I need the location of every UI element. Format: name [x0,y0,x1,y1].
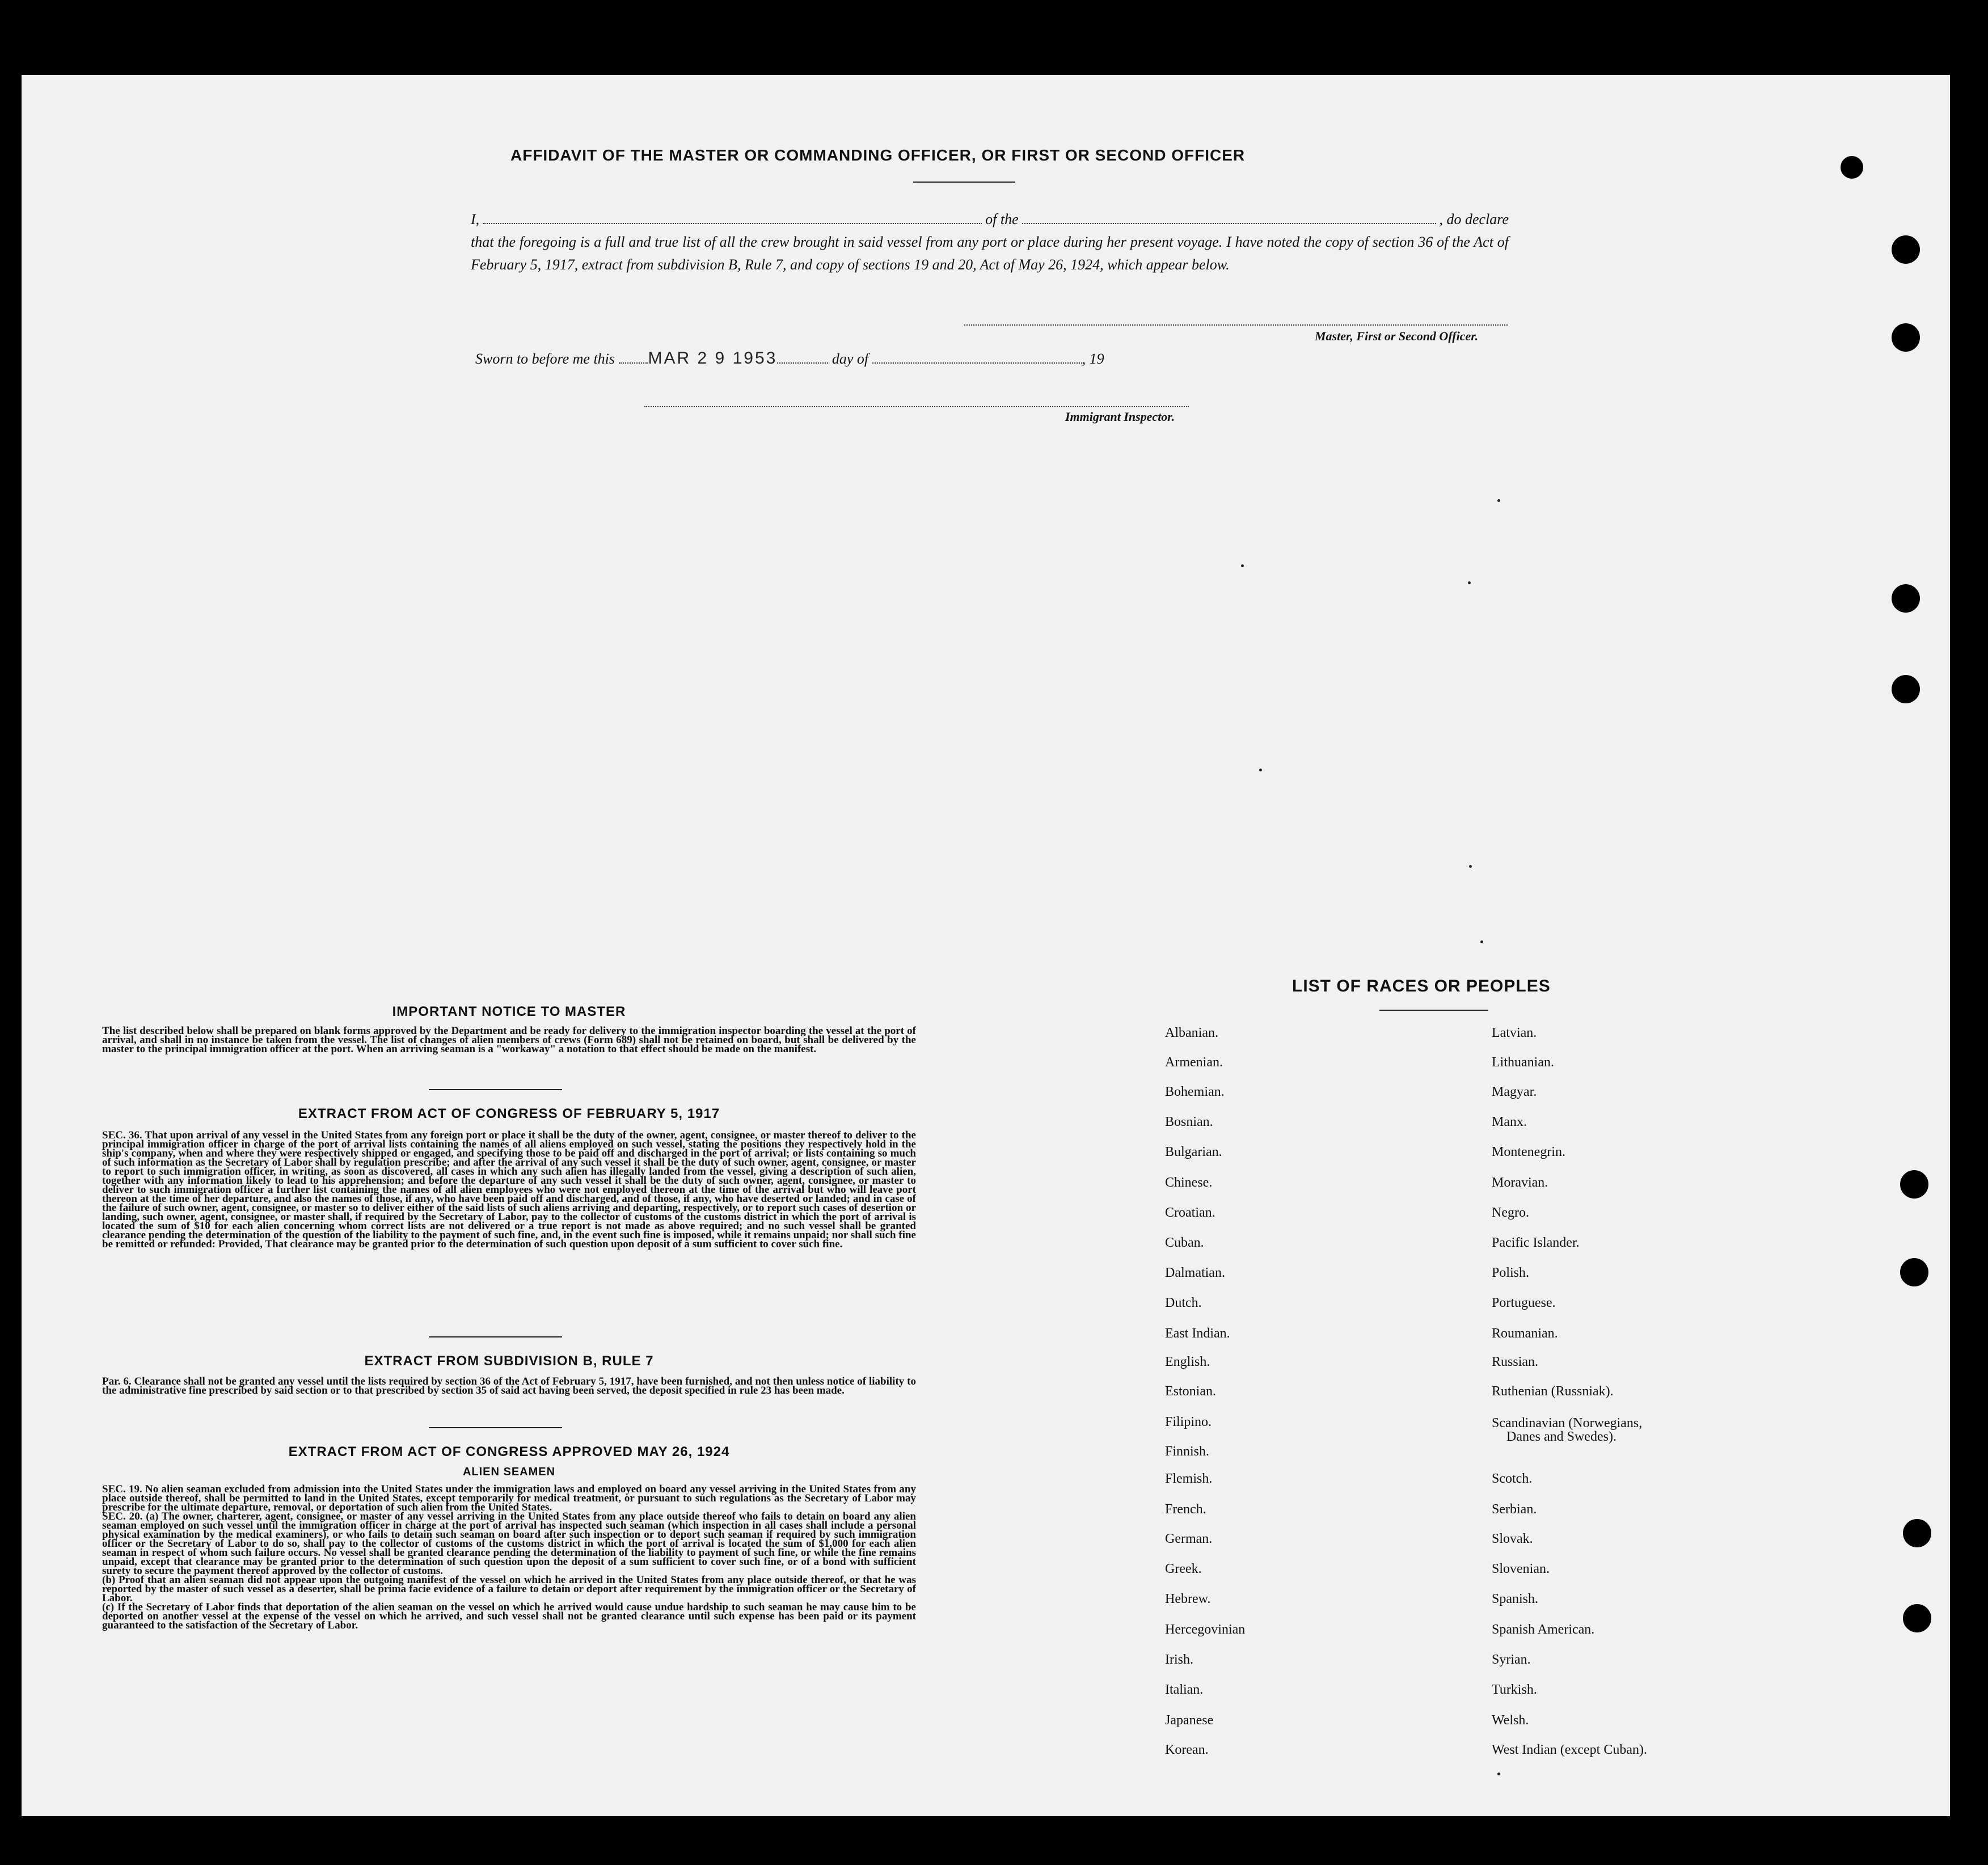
divider [429,1336,562,1337]
race-item: Chinese. [1165,1175,1213,1190]
sec20a-text: SEC. 20. (a) The owner, charterer, agent, consignee, or master of any vessel arriving in the United States from any place outside thereof who fails to detain on board any alien seaman employed on such vessel until the immigration officer in charge at the port of arrival has inspected such seaman (which inspection in all cases shall include a personal physical examination by the medical examiners), or who fails to detain such seaman on board after such inspection or to deport such seaman if required by such immigration officer or the Secretary of Labor to do so, shall pay to the collector of customs of the customs district in which the port of arrival is located the sum of $1,000 for each alien seaman in respect of whom such failure occurs. No vessel shall be granted clearance pending the determination of the liability to payment of such fine, or while the fine remains unpaid, except that clearance may be granted prior to the determination of such question upon the deposit of a sum sufficient to cover such fine, or of a bond with sufficient surety to secure the payment thereof approved by the collector of customs. [102,1510,916,1577]
race-item: Latvian. [1492,1026,1537,1040]
divider [913,182,1015,183]
divider [429,1427,562,1428]
extract3-subtitle: ALIEN SEAMEN [462,1466,556,1478]
race-item: Montenegrin. [1492,1145,1565,1159]
race-item: Polish. [1492,1265,1530,1280]
race-item: Serbian. [1492,1502,1537,1517]
notice-title: IMPORTANT NOTICE TO MASTER [392,1004,626,1019]
race-item: Slovak. [1492,1531,1533,1546]
speck [1497,1773,1500,1775]
race-item: Bohemian. [1165,1085,1225,1099]
punch-hole [1900,1170,1928,1199]
extract1-text: SEC. 36. That upon arrival of any vessel in the United States from any foreign port or place it shall be the duty of the owner, agent, consignee, or master thereof to deliver to the principal immigration officer in charge of the port of arrival lists containing the names of all aliens employed on such vessel, stating the positions they respectively hold in the ship's company, when and where they were respectively shipped or engaged, and specifying those to be paid off and discharged in the port of arrival; or lists containing so much of such information as the Secretary of Labor shall by regulation prescribe; and after the arrival of any such vessel it shall be the duty of such owner, agent, consignee, or master to report to such immigration officer, in writing, as soon as discovered, all cases in which any such alien has illegally landed from the vessel, giving a description of such alien, together with any information likely to lead to his apprehension; and before the departure of any such vessel it shall be the duty of such owner, agent, consignee, or master to deliver to such immigration officer a further list containing the names of all alien employees who were not employed thereon at the time of the arrival but who will leave port thereon at the time of her departure, and also the names of those, if any, who have been paid off and discharged, and of those, if any, who have deserted or landed; and in case of the failure of such owner, agent, consignee, or master so to deliver either of the said lists of such aliens arriving and departing, respectively, or to report such cases of desertion or landing, such owner, agent, consignee, or master shall, if required by the Secretary of Labor, pay to the collector of customs of the customs district in which the port of arrival is located the sum of $10 for each alien concerning whom correct lists are not delivered or a true report is not made as above required; and no such vessel shall be granted clearance pending the determination of the question of the liability to the payment of such fine, and, in the event such fine is imposed, while it remains unpaid; nor shall such fine be remitted or refunded: Provided, That clearance may be granted prior to the determination of such question upon deposit of a sum sufficient to cover such fine. [102,1129,916,1250]
race-item: Estonian. [1165,1384,1216,1399]
extract3-text [102,1485,916,1630]
punch-hole [1892,675,1920,703]
race-item: Scandinavian (Norwegians, [1492,1416,1643,1431]
race-item: Italian. [1165,1682,1204,1697]
i-label: I, [471,211,480,227]
race-item: Bosnian. [1165,1115,1213,1129]
race-item: Hercegovinian [1165,1622,1246,1637]
speck [1259,769,1262,771]
sworn-line [475,349,1104,368]
race-item: Bulgarian. [1165,1145,1222,1159]
race-item: Filipino. [1165,1415,1212,1429]
race-item: Hebrew. [1165,1592,1211,1606]
signature-label: Master, First or Second Officer. [1315,329,1479,343]
race-item: Dalmatian. [1165,1265,1225,1280]
vessel-blank [1022,210,1436,224]
race-item: German. [1165,1531,1213,1546]
punch-hole [1903,1519,1931,1547]
race-item: Magyar. [1492,1085,1537,1099]
punch-hole [1903,1604,1931,1632]
race-item: Ruthenian (Russniak). [1492,1384,1614,1399]
race-item: Spanish American. [1492,1622,1595,1637]
sec20b-text: (b) Proof that an alien seaman did not appear upon the outgoing manifest of the vessel on which he arrived in the United States from any place outside thereof, or that he was reported by the master of such vessel as a deserter, shall be prima facie evidence of a failure to detain or deport after requirement by the immigration officer or the Secretary of Labor. [102,1574,916,1604]
race-item: Pacific Islander. [1492,1235,1580,1250]
race-item: Armenian. [1165,1055,1223,1070]
affidavit-title: AFFIDAVIT OF THE MASTER OR COMMANDING OFFICER, OR FIRST OR SECOND OFFICER [510,146,1246,164]
day-of-label: day of [832,351,869,367]
race-item: West Indian (except Cuban). [1492,1742,1647,1757]
race-item: Irish. [1165,1652,1193,1667]
signature-line [964,324,1508,326]
affidavit-body [471,208,1509,276]
divider [1379,1010,1488,1011]
sec19-text: SEC. 19. No alien seaman excluded from admission into the United States under the immigration laws and employed on board any vessel arriving in the United States from any place outside thereof, shall be permitted to land in the United States, except temporarily for medical treatment, or pursuant to such regulations as the Secretary of Labor may prescribe for the ultimate departure, removal, or deportation of such alien from the United States. [102,1483,916,1513]
race-item: Welsh. [1492,1713,1529,1728]
race-item: Korean. [1165,1742,1209,1757]
race-item: Scotch. [1492,1471,1533,1486]
speck [1468,581,1471,584]
race-item: Dutch. [1165,1296,1202,1310]
extract2-text: Par. 6. Clearance shall not be granted any vessel until the lists required by section 36 of the Act of February 5, 1917, have been furnished, and not then unless notice of liability to the administrative fine prescribed by said section or to that prescribed by section 35 of said act having been served, the deposit specified in rule 23 has been made. [102,1375,916,1396]
race-item: Slovenian. [1492,1562,1550,1576]
year-label: , 19 [1082,351,1104,367]
race-item: Greek. [1165,1562,1202,1576]
race-item: English. [1165,1355,1210,1369]
do-declare-label: , do declare [1439,211,1509,227]
of-the-label: of the [985,211,1019,227]
speck [1241,564,1244,567]
divider [429,1089,562,1090]
race-item: Negro. [1492,1205,1529,1220]
race-item: Finnish. [1165,1444,1210,1459]
extract2-title: EXTRACT FROM SUBDIVISION B, RULE 7 [364,1353,654,1369]
race-item: Syrian. [1492,1652,1531,1667]
punch-hole [1892,235,1920,264]
declaration-text: that the foregoing is a full and true list of all the crew brought in said vessel from any port or place during her present voyage. I have noted the copy of section 36 of the Act of February 5, 1917, extract from subdivision B, Rule 7, and copy of sections 19 and 20, Act of May 26, 1924, which appear below. [471,234,1509,273]
punch-hole [1892,323,1920,352]
speck [1497,499,1500,502]
race-item: Croatian. [1165,1205,1215,1220]
race-item: Turkish. [1492,1682,1537,1697]
race-item: Japanese [1165,1713,1214,1728]
sec20c-text: (c) If the Secretary of Labor finds that deportation of the alien seaman on the vessel on which he arrived would cause undue hardship to such seaman he may cause him to be deported on another vessel at the expense of the vessel on which he arrived, and such vessel shall not be granted clearance until such expense has been paid or its payment guaranteed to the satisfaction of the Secretary of Labor. [102,1601,916,1631]
race-item: Cuban. [1165,1235,1204,1250]
race-item: Spanish. [1492,1592,1539,1606]
inspector-signature-line [644,406,1189,407]
speck [1480,940,1483,943]
race-item: Roumanian. [1492,1326,1558,1341]
declaration-line [471,208,1509,231]
punch-hole [1892,584,1920,613]
races-title: LIST OF RACES OR PEOPLES [1292,977,1551,995]
race-item: Portuguese. [1492,1296,1556,1310]
race-item: East Indian. [1165,1326,1230,1341]
race-item: Flemish. [1165,1471,1213,1486]
race-item: French. [1165,1502,1206,1517]
punch-hole [1900,1258,1928,1286]
extract1-title: EXTRACT FROM ACT OF CONGRESS OF FEBRUARY 5, 1917 [298,1106,720,1121]
date-stamp: MAR 2 9 1953 [648,349,778,368]
speck [1469,865,1472,868]
race-item: Russian. [1492,1355,1539,1369]
race-item: Lithuanian. [1492,1055,1554,1070]
sworn-label: Sworn to before me this [475,351,615,367]
inspector-label: Immigrant Inspector. [1065,410,1175,424]
race-item: Moravian. [1492,1175,1548,1190]
race-item: Danes and Swedes). [1506,1429,1616,1444]
race-item: Manx. [1492,1115,1527,1129]
race-item: Albanian. [1165,1026,1218,1040]
name-blank [483,210,982,224]
notice-text: The list described below shall be prepared on blank forms approved by the Department and be ready for delivery to the immigration inspector boarding the vessel at the port of arrival, and shall in no instance be taken from the vessel. The list of changes of alien members of crews (Form 689) shall not be retained on board, but shall be delivered by the master to the principal immigration officer at the port. When an arriving seaman is a "workaway" a notation to that effect should be made on the manifest. [102,1025,916,1055]
punch-hole [1841,156,1863,179]
extract3-title: EXTRACT FROM ACT OF CONGRESS APPROVED MAY 26, 1924 [288,1444,730,1459]
